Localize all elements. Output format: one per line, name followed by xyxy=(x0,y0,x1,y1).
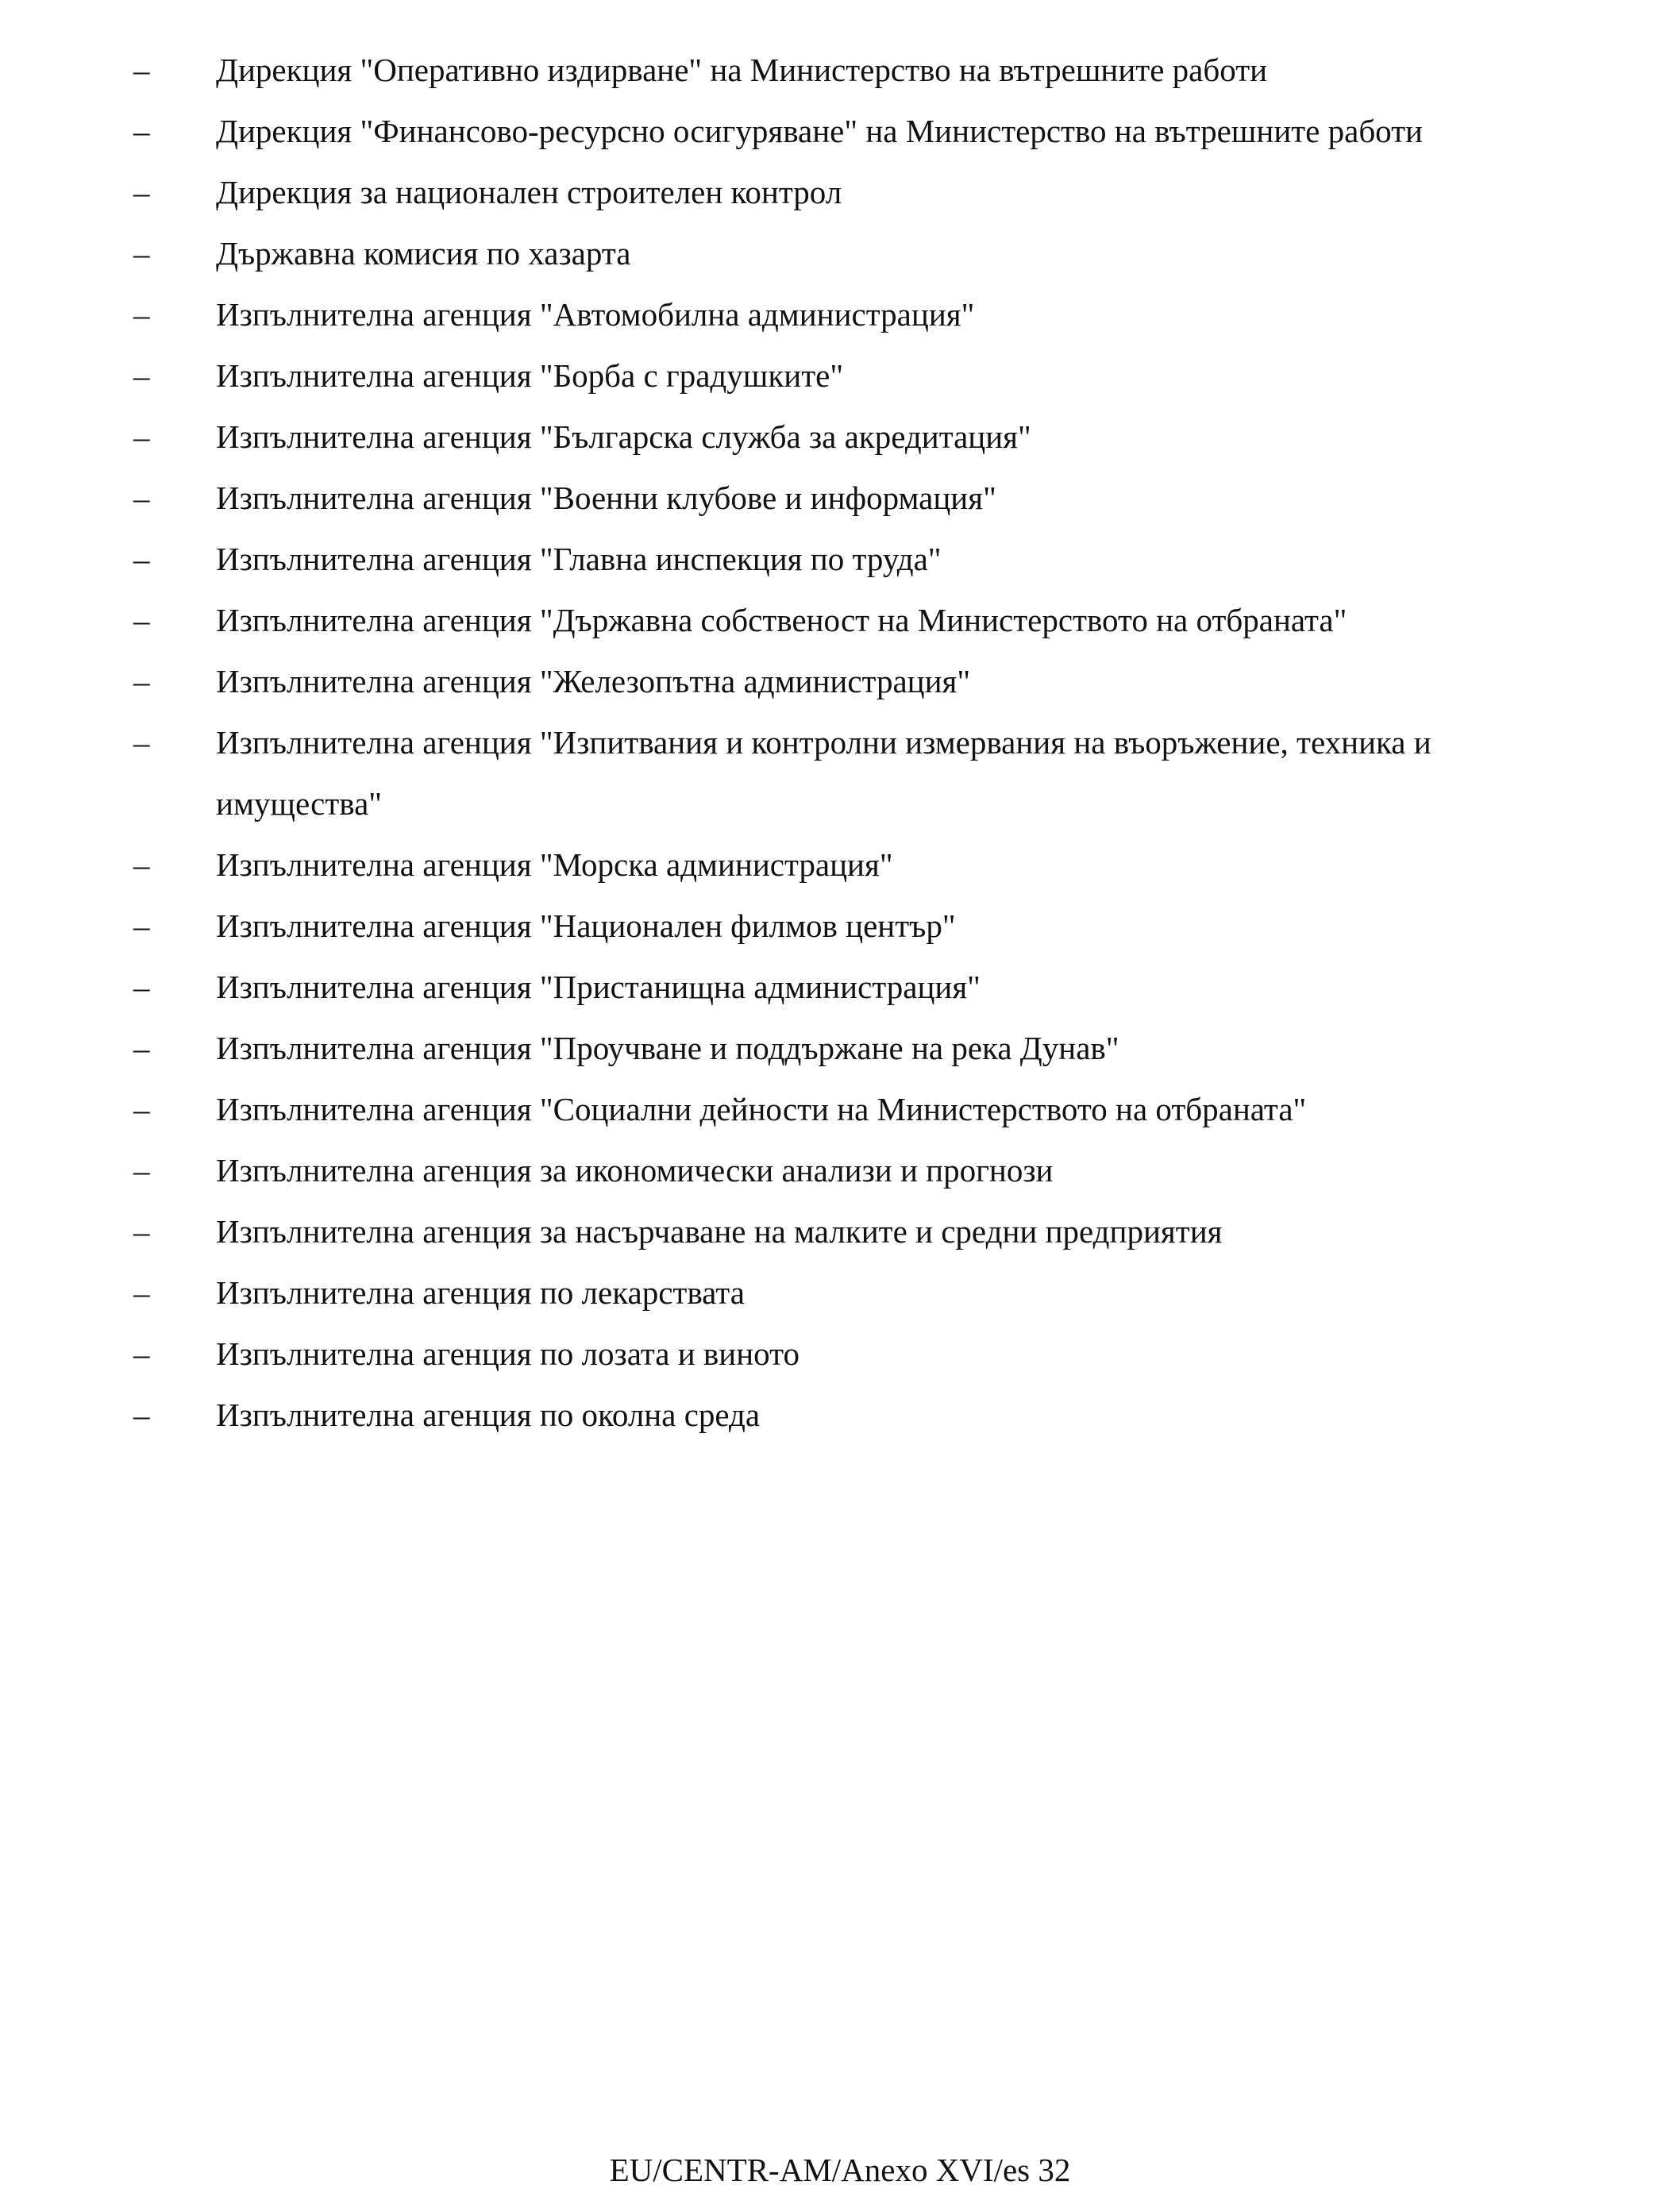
list-item-text: Изпълнителна агенция "Борба с градушките" xyxy=(216,357,844,394)
list-item xyxy=(0,1324,1680,1385)
dash-bullet: – xyxy=(133,1091,150,1127)
list-item xyxy=(0,468,1680,529)
list-item-text: Изпълнителна агенция по лозата и виното xyxy=(216,1335,800,1372)
list-item xyxy=(0,1262,1680,1324)
list-item xyxy=(0,1385,1680,1446)
dash-bullet: – xyxy=(133,724,150,761)
list-item-text: Изпълнителна агенция "Проучване и поддържане на река Дунав" xyxy=(216,1030,1119,1066)
list-item-text: Изпълнителна агенция "Морска администрация" xyxy=(216,846,893,883)
page-footer-reference: EU/CENTR-AM/Anexo XVI/es 32 xyxy=(609,2152,1071,2188)
list-item xyxy=(0,712,1680,834)
list-item xyxy=(0,1140,1680,1201)
dash-bullet: – xyxy=(133,1030,150,1066)
dash-bullet: – xyxy=(133,418,150,455)
list-item xyxy=(0,1079,1680,1140)
list-item xyxy=(0,40,1680,101)
dash-bullet: – xyxy=(133,1335,150,1372)
dash-bullet: – xyxy=(133,296,150,333)
list-item-text: Дирекция "Финансово-ресурсно осигуряване" на Министерство на вътрешните работи xyxy=(216,113,1424,149)
list-item xyxy=(0,896,1680,957)
dash-bullet: – xyxy=(133,907,150,944)
dash-bullet: – xyxy=(133,846,150,883)
dash-bullet: – xyxy=(133,602,150,638)
list-item xyxy=(0,651,1680,712)
list-item-text: Изпълнителна агенция "Пристанищна администрация" xyxy=(216,969,981,1005)
list-item xyxy=(0,1201,1680,1262)
dash-bullet: – xyxy=(133,174,150,210)
dash-bullet: – xyxy=(133,969,150,1005)
list-item xyxy=(0,834,1680,896)
dash-bullet: – xyxy=(133,541,150,577)
list-item-text: Дирекция "Оперативно издирване" на Министерство на вътрешните работи xyxy=(216,52,1268,88)
list-item-text: Изпълнителна агенция "Железопътна администрация" xyxy=(216,663,971,699)
list-item-text: Изпълнителна агенция за насърчаване на малките и средни предприятия xyxy=(216,1213,1223,1250)
list-item-text: Изпълнителна агенция "Българска служба за акредитация" xyxy=(216,418,1031,455)
dash-bullet: – xyxy=(133,480,150,516)
list-item-text: Изпълнителна агенция по околна среда xyxy=(216,1397,761,1433)
list-item xyxy=(0,101,1680,162)
list-item-text: Изпълнителна агенция "Държавна собственост на Министерството на отбраната" xyxy=(216,602,1347,638)
dash-bullet: – xyxy=(133,1152,150,1189)
dash-bullet: – xyxy=(133,1274,150,1311)
list-item-text: Изпълнителна агенция "Социални дейности на Министерството на отбраната" xyxy=(216,1091,1307,1127)
list-item-text: Изпълнителна агенция по лекарствата xyxy=(216,1274,745,1311)
dash-bullet: – xyxy=(133,1397,150,1433)
list-item-text: Изпълнителна агенция "Главна инспекция по труда" xyxy=(216,541,942,577)
dash-bullet: – xyxy=(133,357,150,394)
dash-bullet: – xyxy=(133,52,150,88)
list-item xyxy=(0,223,1680,284)
list-item xyxy=(0,345,1680,407)
list-item-text: Държавна комисия по хазарта xyxy=(216,235,631,272)
list-item xyxy=(0,957,1680,1018)
entity-list xyxy=(0,40,1680,1446)
dash-bullet: – xyxy=(133,663,150,699)
list-item-text: Изпълнителна агенция "Военни клубове и информация" xyxy=(216,480,996,516)
list-item xyxy=(0,162,1680,223)
list-item xyxy=(0,407,1680,468)
list-item-text: Изпълнителна агенция "Автомобилна администрация" xyxy=(216,296,975,333)
list-item xyxy=(0,529,1680,590)
list-item xyxy=(0,590,1680,651)
list-item-text: Изпълнителна агенция за икономически анализи и прогнози xyxy=(216,1152,1054,1189)
list-item xyxy=(0,1018,1680,1079)
list-item-text: Изпълнителна агенция "Изпитвания и контролни измервания на въоръжение, техника и имущества" xyxy=(216,724,1431,822)
list-item xyxy=(0,284,1680,345)
dash-bullet: – xyxy=(133,235,150,272)
list-item-text: Изпълнителна агенция "Национален филмов център" xyxy=(216,907,956,944)
dash-bullet: – xyxy=(133,1213,150,1250)
list-item-text: Дирекция за национален строителен контрол xyxy=(216,174,842,210)
dash-bullet: – xyxy=(133,113,150,149)
